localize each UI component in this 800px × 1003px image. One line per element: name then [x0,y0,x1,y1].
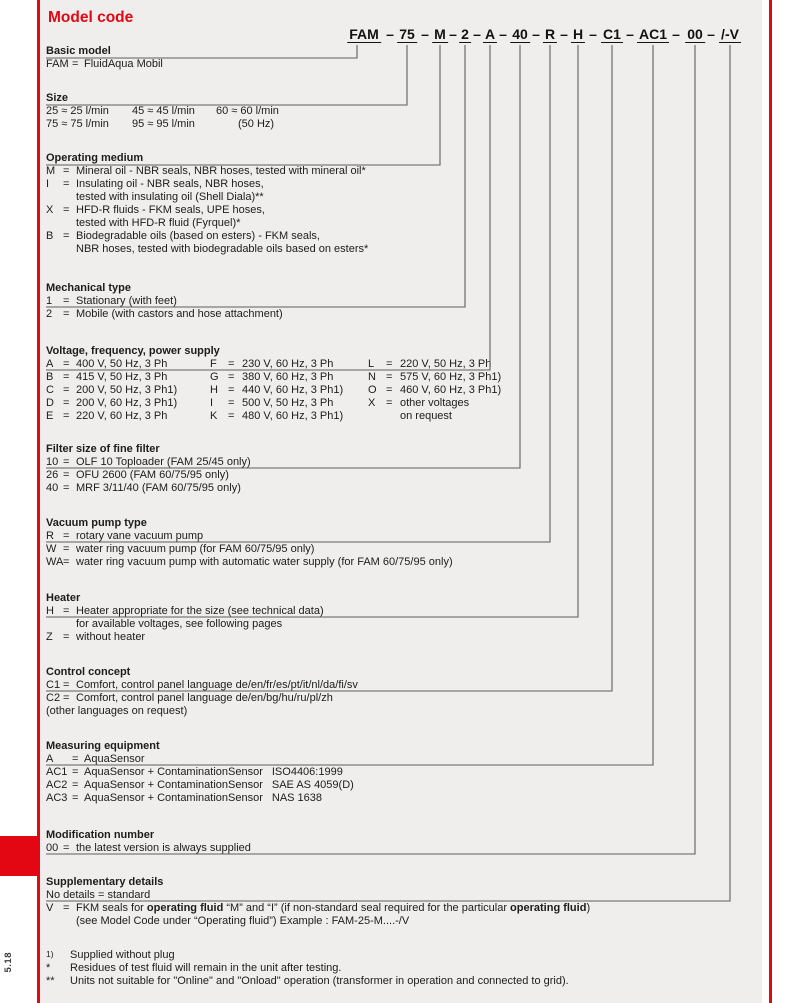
continuation-line: NBR hoses, tested with biodegradable oils based on esters* [76,243,369,255]
voltage-value: 380 V, 60 Hz, 3 Ph [242,371,334,383]
code-key: 1 [46,295,53,307]
code-key: W [46,543,57,555]
code-value: FluidAqua Mobil [84,58,163,70]
footnote-text: Residues of test fluid will remain in the unit after testing. [70,962,342,974]
code-key [368,410,386,423]
code-value: OLF 10 Toploader (FAM 25/45 only) [76,456,251,468]
code-key: AC1 [46,766,68,778]
model-code-separator: – [386,26,394,42]
voltage-value: 500 V, 50 Hz, 3 Ph [242,397,334,409]
equals-sign: = [63,482,70,494]
code-key: 00 [46,842,59,854]
code-value: Heater appropriate for the size (see technical data) [76,605,324,617]
voltage-value: 480 V, 60 Hz, 3 Ph1) [242,410,344,422]
footnote-text: Units not suitable for "Online" and "Onload" operation (transformer in operation and connected to grid). [70,975,569,987]
code-key: C2 [46,692,61,704]
code-key: B [46,230,54,242]
equals-sign: = [228,384,235,396]
code-row [46,530,453,543]
size-row [46,118,279,131]
section-basic-model [46,45,163,71]
section-header: Heater [46,592,81,604]
standard-ref: SAE AS 4059(D) [271,779,354,791]
size-cell: 25 ≈ 25 l/min [46,105,109,117]
size-cell: (50 Hz) [238,118,275,130]
continuation-line: tested with HFD-R fluid (Fyrquel)* [76,217,241,229]
footnote [46,975,569,988]
code-key: E [46,410,54,422]
size-cell: 75 ≈ 75 l/min [46,118,109,130]
model-code-separator: – [560,26,568,42]
model-code-separator: – [499,26,507,42]
equals-sign: = [228,397,235,409]
model-code-segment: /-V [721,26,739,42]
code-value: Stationary (with feet) [76,295,177,307]
section-mechanical-type [46,282,283,321]
equals-sign: = [386,358,393,370]
code-key: K [210,410,218,422]
code-value: rotary vane vacuum pump [76,530,204,542]
code-key: M [46,165,56,177]
equals-sign: = [63,410,70,422]
equals-sign: = [63,397,70,409]
section-header: Operating medium [46,152,144,164]
model-code-segment: C1 [603,26,621,42]
code-key: O [368,384,377,396]
footnote-marker: 1) [46,949,54,959]
equals-sign: = [386,371,393,383]
model-code-segment: 75 [399,26,415,42]
size-cell: 60 ≈ 60 l/min [216,105,279,117]
footnote [46,949,569,962]
equals-sign: = [72,779,79,791]
equals-sign: = [386,384,393,396]
model-code-segment: 2 [461,26,469,42]
code-key: X [46,204,54,216]
code-value: Mobile (with castors and hose attachment) [76,308,283,320]
section-filter-size [46,443,251,495]
voltage-value: 400 V, 50 Hz, 3 Ph [76,358,168,370]
voltage-value: 230 V, 60 Hz, 3 Ph [242,358,334,370]
code-value: AquaSensor [84,753,145,765]
code-row [46,556,453,569]
equals-sign: = [63,456,70,468]
voltage-value: 440 V, 60 Hz, 3 Ph1) [242,384,344,396]
code-row [46,543,453,556]
size-row [46,105,279,118]
page-title: Model code [48,9,134,26]
code-value: without heater [76,631,146,643]
equals-sign: = [63,556,70,568]
note-line: (other languages on request) [46,705,188,717]
equals-sign: = [228,371,235,383]
code-row [46,456,251,469]
code-value: HFD-R fluids - FKM seals, UPE hoses, [76,204,265,216]
section-control-concept [46,666,358,718]
section-modification-number [46,829,251,855]
code-key: A [46,753,54,765]
code-key: H [46,605,54,617]
code-key: I [210,397,214,409]
standard-ref: ISO4406:1999 [271,766,343,778]
section-supplementary-details [46,876,590,928]
continuation-line: (see Model Code under “Operating fluid”) Example : FAM-25-M....-/V [76,915,410,927]
continuation-line: tested with insulating oil (Shell Diala)** [76,191,264,203]
voltage-row [46,358,501,371]
value-text: FKM seals for [76,902,147,914]
code-key: V [46,902,54,914]
model-code-separator: – [421,26,429,42]
section-header: Basic model [46,45,111,57]
voltage-value: 415 V, 50 Hz, 3 Ph [76,371,168,383]
code-key: 40 [46,482,59,494]
equals-sign: = [63,605,70,617]
voltage-row [46,371,501,384]
continuation-line: for available voltages, see following pages [76,618,283,630]
code-row [46,692,358,705]
code-row [46,679,358,692]
code-row [46,792,354,805]
code-key: L [368,358,375,370]
footnote-marker: * [46,962,51,974]
equals-sign: = [63,371,70,383]
code-row [46,178,368,191]
equals-sign: = [63,469,70,481]
section-header: Filter size of fine filter [46,443,160,455]
code-value: AquaSensor + ContaminationSensor [84,766,263,778]
equals-sign: = [72,792,79,804]
voltage-value: 575 V, 60 Hz, 3 Ph1) [400,371,502,383]
footnote-text: Supplied without plug [70,949,175,961]
equals-sign: = [63,631,70,643]
footnote-marker: ** [46,975,55,987]
code-row [46,631,324,644]
equals-sign: = [63,204,70,216]
code-key: X [368,397,376,409]
voltage-value: other voltages [400,397,470,409]
code-value [76,902,590,915]
section-header: Vacuum pump type [46,517,147,529]
section-tab-marker [0,836,37,876]
footnote [46,962,569,975]
left-red-rule [37,0,40,1003]
code-key: A [46,358,54,370]
section-header: Supplementary details [46,876,164,888]
equals-sign: = [63,178,70,190]
code-row [46,58,163,71]
equals-sign: = [63,692,70,704]
equals-sign: = [63,543,70,555]
model-code-separator: – [672,26,680,42]
code-value: the latest version is always supplied [76,842,251,854]
code-value: water ring vacuum pump (for FAM 60/75/95 only) [76,543,315,555]
value-text: ) [586,902,591,914]
equals-sign: = [63,842,70,854]
voltage-row [46,384,501,397]
code-key: 26 [46,469,59,481]
equals-sign: = [63,679,70,691]
model-code-separator: – [473,26,481,42]
value-text-bold: operating fluid [146,902,224,914]
voltage-value: 460 V, 60 Hz, 3 Ph1) [400,384,502,396]
equals-sign: = [228,358,235,370]
code-row [46,766,354,779]
code-key: R [46,530,54,542]
code-value: Mineral oil - NBR seals, NBR hoses, tested with mineral oil* [76,165,366,177]
code-key: D [46,397,54,409]
code-value: Comfort, control panel language de/en/bg/hu/ru/pl/zh [76,692,333,704]
code-row [46,842,251,855]
section-operating-medium [46,152,368,256]
voltage-value: 200 V, 60 Hz, 3 Ph1) [76,397,178,409]
code-value: Biodegradable oils (based on esters) - FKM seals, [76,230,320,242]
code-row [46,482,251,495]
equals-sign: = [63,358,70,370]
section-voltage [46,345,501,423]
code-key: WA [46,556,64,568]
code-value: water ring vacuum pump with automatic water supply (for FAM 60/75/95 only) [76,556,453,568]
code-key: FAM [46,58,69,70]
section-header: Modification number [46,829,155,841]
voltage-value: 220 V, 50 Hz, 3 Ph [400,358,492,370]
equals-sign: = [386,397,393,409]
code-value: Comfort, control panel language de/en/fr/es/pt/it/nl/da/fi/sv [76,679,358,691]
section-vacuum-pump [46,517,453,569]
code-row [46,230,368,243]
footnotes [46,949,569,988]
section-size [46,92,279,131]
code-row [46,902,590,915]
equals-sign: = [72,766,79,778]
code-key: 10 [46,456,59,468]
code-row [46,308,283,321]
standard-line: No details = standard [46,889,151,901]
equals-sign: = [63,165,70,177]
page-number-vertical: 5.18 [3,952,14,973]
code-key: 2 [46,308,53,320]
code-key: H [210,384,218,396]
model-code-segment: A [484,26,496,42]
code-value: MRF 3/11/40 (FAM 60/75/95 only) [76,482,241,494]
model-code-segment: R [544,26,556,42]
code-value: AquaSensor + ContaminationSensor [84,779,263,791]
equals-sign: = [63,530,70,542]
model-code-separator: – [532,26,540,42]
code-key: Z [46,631,53,643]
code-key: I [46,178,50,190]
model-code-separator: – [589,26,597,42]
code-row [46,469,251,482]
voltage-row [46,397,501,410]
code-row [46,753,354,766]
code-key: C [46,384,54,396]
equals-sign: = [63,308,70,320]
size-cell: 95 ≈ 95 l/min [132,118,195,130]
model-code-segment: H [572,26,584,42]
equals-sign: = [72,753,79,765]
code-key: C1 [46,679,61,691]
equals-sign [386,410,400,423]
value-text-bold: operating fluid [510,902,587,914]
code-key: F [210,358,217,370]
standard-ref: NAS 1638 [271,792,323,804]
section-heater [46,592,324,644]
model-code-separator: – [626,26,634,42]
right-red-rule [769,0,772,1003]
code-key: G [210,371,219,383]
model-code-segment: AC1 [638,26,668,42]
code-row [46,295,283,308]
model-code-segment: 00 [687,26,703,42]
code-row [46,165,368,178]
code-value: OFU 2600 (FAM 60/75/95 only) [76,469,229,481]
section-header: Control concept [46,666,131,678]
section-measuring-equipment [46,740,354,805]
model-code-segment: M [434,26,446,42]
equals-sign: = [63,902,70,914]
section-header: Voltage, frequency, power supply [46,345,220,357]
equals-sign: = [63,295,70,307]
section-header: Measuring equipment [46,740,160,752]
equals-sign: = [228,410,235,422]
code-key: B [46,371,54,383]
model-code-segment: FAM [349,26,379,42]
model-code-separator: – [707,26,715,42]
equals-sign: = [63,230,70,242]
voltage-value: 220 V, 60 Hz, 3 Ph [76,410,168,422]
equals-sign: = [63,384,70,396]
code-key: N [368,371,376,383]
voltage-row [46,410,501,423]
model-code-separator: – [449,26,457,42]
code-key: AC3 [46,792,68,804]
voltage-value: 200 V, 50 Hz, 3 Ph1) [76,384,178,396]
code-value: AquaSensor + ContaminationSensor [84,792,263,804]
code-row [46,779,354,792]
equals-sign: = [72,58,79,70]
code-row [46,204,368,217]
voltage-value: on request [400,410,452,422]
size-cell: 45 ≈ 45 l/min [132,105,195,117]
code-key: AC2 [46,779,68,791]
code-value: Insulating oil - NBR seals, NBR hoses, [76,178,264,190]
model-code-segment: 40 [512,26,528,42]
section-header: Size [46,92,69,104]
section-header: Mechanical type [46,282,131,294]
code-row [46,605,324,618]
value-text: “M” and “I” (if non-standard seal required for the particular [223,902,511,914]
